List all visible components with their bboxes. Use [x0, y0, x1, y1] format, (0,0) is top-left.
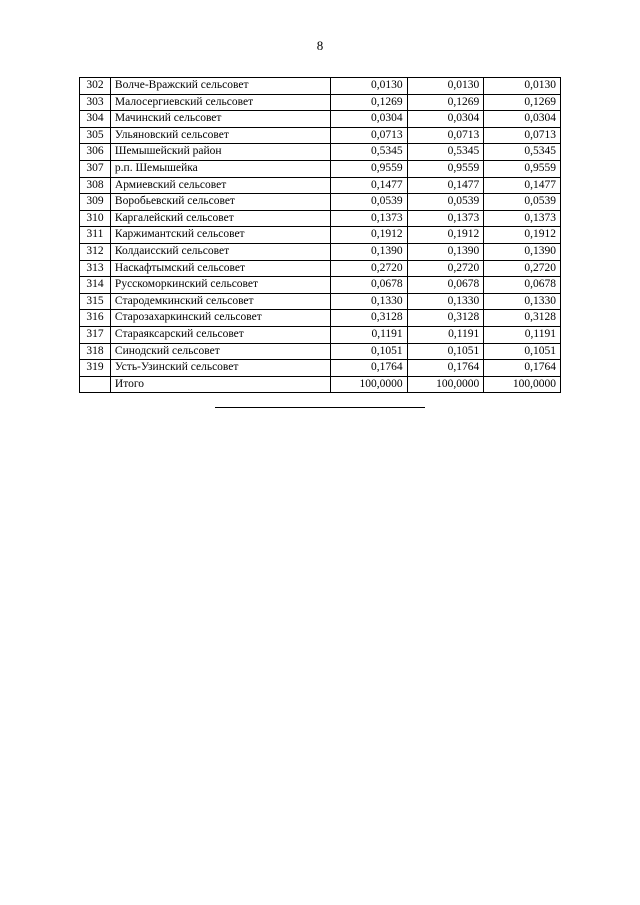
- share-value-2: 0,1912: [407, 227, 484, 244]
- share-value-3: 0,5345: [484, 144, 561, 161]
- share-value-3: 0,1330: [484, 293, 561, 310]
- row-number: 312: [80, 243, 111, 260]
- municipality-name: Малосергиевский сельсовет: [110, 94, 330, 111]
- share-value-3: 0,2720: [484, 260, 561, 277]
- row-number: 302: [80, 78, 111, 95]
- share-value-3: 0,1912: [484, 227, 561, 244]
- municipality-name: Волче-Вражский сельсовет: [110, 78, 330, 95]
- row-number: 304: [80, 111, 111, 128]
- municipality-name: Колдаисский сельсовет: [110, 243, 330, 260]
- page-number: 8: [316, 38, 324, 53]
- share-value-3: 0,1269: [484, 94, 561, 111]
- share-value-3: 0,9559: [484, 160, 561, 177]
- table-row: [80, 310, 561, 327]
- share-value-1: 0,0713: [331, 127, 408, 144]
- total-share-value-1: 100,0000: [331, 376, 408, 393]
- table-row: [80, 260, 561, 277]
- municipality-name: Ульяновский сельсовет: [110, 127, 330, 144]
- total-row: [80, 376, 561, 393]
- row-number: 319: [80, 360, 111, 377]
- share-value-2: 0,0713: [407, 127, 484, 144]
- table-row: [80, 111, 561, 128]
- row-number: 317: [80, 326, 111, 343]
- municipality-name: Усть-Узинский сельсовет: [110, 360, 330, 377]
- share-value-1: 0,1373: [331, 210, 408, 227]
- share-value-2: 0,3128: [407, 310, 484, 327]
- share-value-1: 0,9559: [331, 160, 408, 177]
- table-row: [80, 94, 561, 111]
- share-value-2: 0,1269: [407, 94, 484, 111]
- share-value-3: 0,3128: [484, 310, 561, 327]
- table-row: [80, 326, 561, 343]
- share-value-1: 0,1269: [331, 94, 408, 111]
- municipality-name: Русскоморкинский сельсовет: [110, 277, 330, 294]
- municipality-name: Каргалейский сельсовет: [110, 210, 330, 227]
- table-row: [80, 227, 561, 244]
- share-value-2: 0,1373: [407, 210, 484, 227]
- row-number: 314: [80, 277, 111, 294]
- municipality-name: Наскафтымский сельсовет: [110, 260, 330, 277]
- share-value-2: 0,2720: [407, 260, 484, 277]
- share-value-2: 0,1390: [407, 243, 484, 260]
- share-value-1: 0,1477: [331, 177, 408, 194]
- table-row: [80, 360, 561, 377]
- municipality-name: Каржимантский сельсовет: [110, 227, 330, 244]
- table-row: [80, 144, 561, 161]
- row-number: 313: [80, 260, 111, 277]
- share-value-3: 0,0713: [484, 127, 561, 144]
- municipality-name: Старозахаркинский сельсовет: [110, 310, 330, 327]
- share-value-2: 0,0678: [407, 277, 484, 294]
- share-value-2: 0,9559: [407, 160, 484, 177]
- municipality-name: Стараяксарский сельсовет: [110, 326, 330, 343]
- share-value-2: 0,0130: [407, 78, 484, 95]
- share-value-1: 0,2720: [331, 260, 408, 277]
- total-share-value-3: 100,0000: [484, 376, 561, 393]
- municipality-name: Шемышейский район: [110, 144, 330, 161]
- share-value-3: 0,1051: [484, 343, 561, 360]
- share-value-2: 0,1191: [407, 326, 484, 343]
- row-number: 308: [80, 177, 111, 194]
- share-value-3: 0,0539: [484, 194, 561, 211]
- table-row: [80, 127, 561, 144]
- share-value-3: 0,0304: [484, 111, 561, 128]
- share-value-3: 0,1191: [484, 326, 561, 343]
- row-number: 305: [80, 127, 111, 144]
- municipality-name: Стародемкинский сельсовет: [110, 293, 330, 310]
- table-row: [80, 343, 561, 360]
- share-value-3: 0,1477: [484, 177, 561, 194]
- share-value-1: 0,1191: [331, 326, 408, 343]
- table-row: [80, 293, 561, 310]
- share-value-1: 0,3128: [331, 310, 408, 327]
- share-value-1: 0,0539: [331, 194, 408, 211]
- row-number: 318: [80, 343, 111, 360]
- table-row: [80, 210, 561, 227]
- row-number: 309: [80, 194, 111, 211]
- row-number: 316: [80, 310, 111, 327]
- total-row-number: [80, 376, 111, 393]
- share-value-2: 0,0304: [407, 111, 484, 128]
- table-row: [80, 160, 561, 177]
- share-value-2: 0,1477: [407, 177, 484, 194]
- table-row: [80, 177, 561, 194]
- share-value-1: 0,0130: [331, 78, 408, 95]
- share-value-1: 0,0678: [331, 277, 408, 294]
- municipality-name: р.п. Шемышейка: [110, 160, 330, 177]
- share-value-3: 0,1764: [484, 360, 561, 377]
- share-value-2: 0,1764: [407, 360, 484, 377]
- total-municipality-name: Итого: [110, 376, 330, 393]
- share-value-1: 0,1912: [331, 227, 408, 244]
- row-number: 310: [80, 210, 111, 227]
- share-value-1: 0,1330: [331, 293, 408, 310]
- share-value-1: 0,1764: [331, 360, 408, 377]
- table-row: [80, 194, 561, 211]
- share-value-1: 0,1390: [331, 243, 408, 260]
- share-value-1: 0,5345: [331, 144, 408, 161]
- row-number: 311: [80, 227, 111, 244]
- share-value-3: 0,1373: [484, 210, 561, 227]
- table-row: [80, 243, 561, 260]
- row-number: 306: [80, 144, 111, 161]
- share-value-3: 0,0678: [484, 277, 561, 294]
- share-value-2: 0,1051: [407, 343, 484, 360]
- row-number: 303: [80, 94, 111, 111]
- municipality-name: Воробьевский сельсовет: [110, 194, 330, 211]
- table-row: [80, 78, 561, 95]
- share-value-1: 0,0304: [331, 111, 408, 128]
- municipality-name: Синодский сельсовет: [110, 343, 330, 360]
- share-value-1: 0,1051: [331, 343, 408, 360]
- total-share-value-2: 100,0000: [407, 376, 484, 393]
- table-row: [80, 277, 561, 294]
- end-rule: [215, 407, 425, 408]
- share-value-2: 0,5345: [407, 144, 484, 161]
- municipality-name: Армиевский сельсовет: [110, 177, 330, 194]
- municipality-name: Мачинский сельсовет: [110, 111, 330, 128]
- share-value-2: 0,1330: [407, 293, 484, 310]
- row-number: 307: [80, 160, 111, 177]
- share-value-3: 0,0130: [484, 78, 561, 95]
- share-value-2: 0,0539: [407, 194, 484, 211]
- distribution-table: [79, 77, 561, 393]
- table-body: [80, 78, 561, 393]
- share-value-3: 0,1390: [484, 243, 561, 260]
- row-number: 315: [80, 293, 111, 310]
